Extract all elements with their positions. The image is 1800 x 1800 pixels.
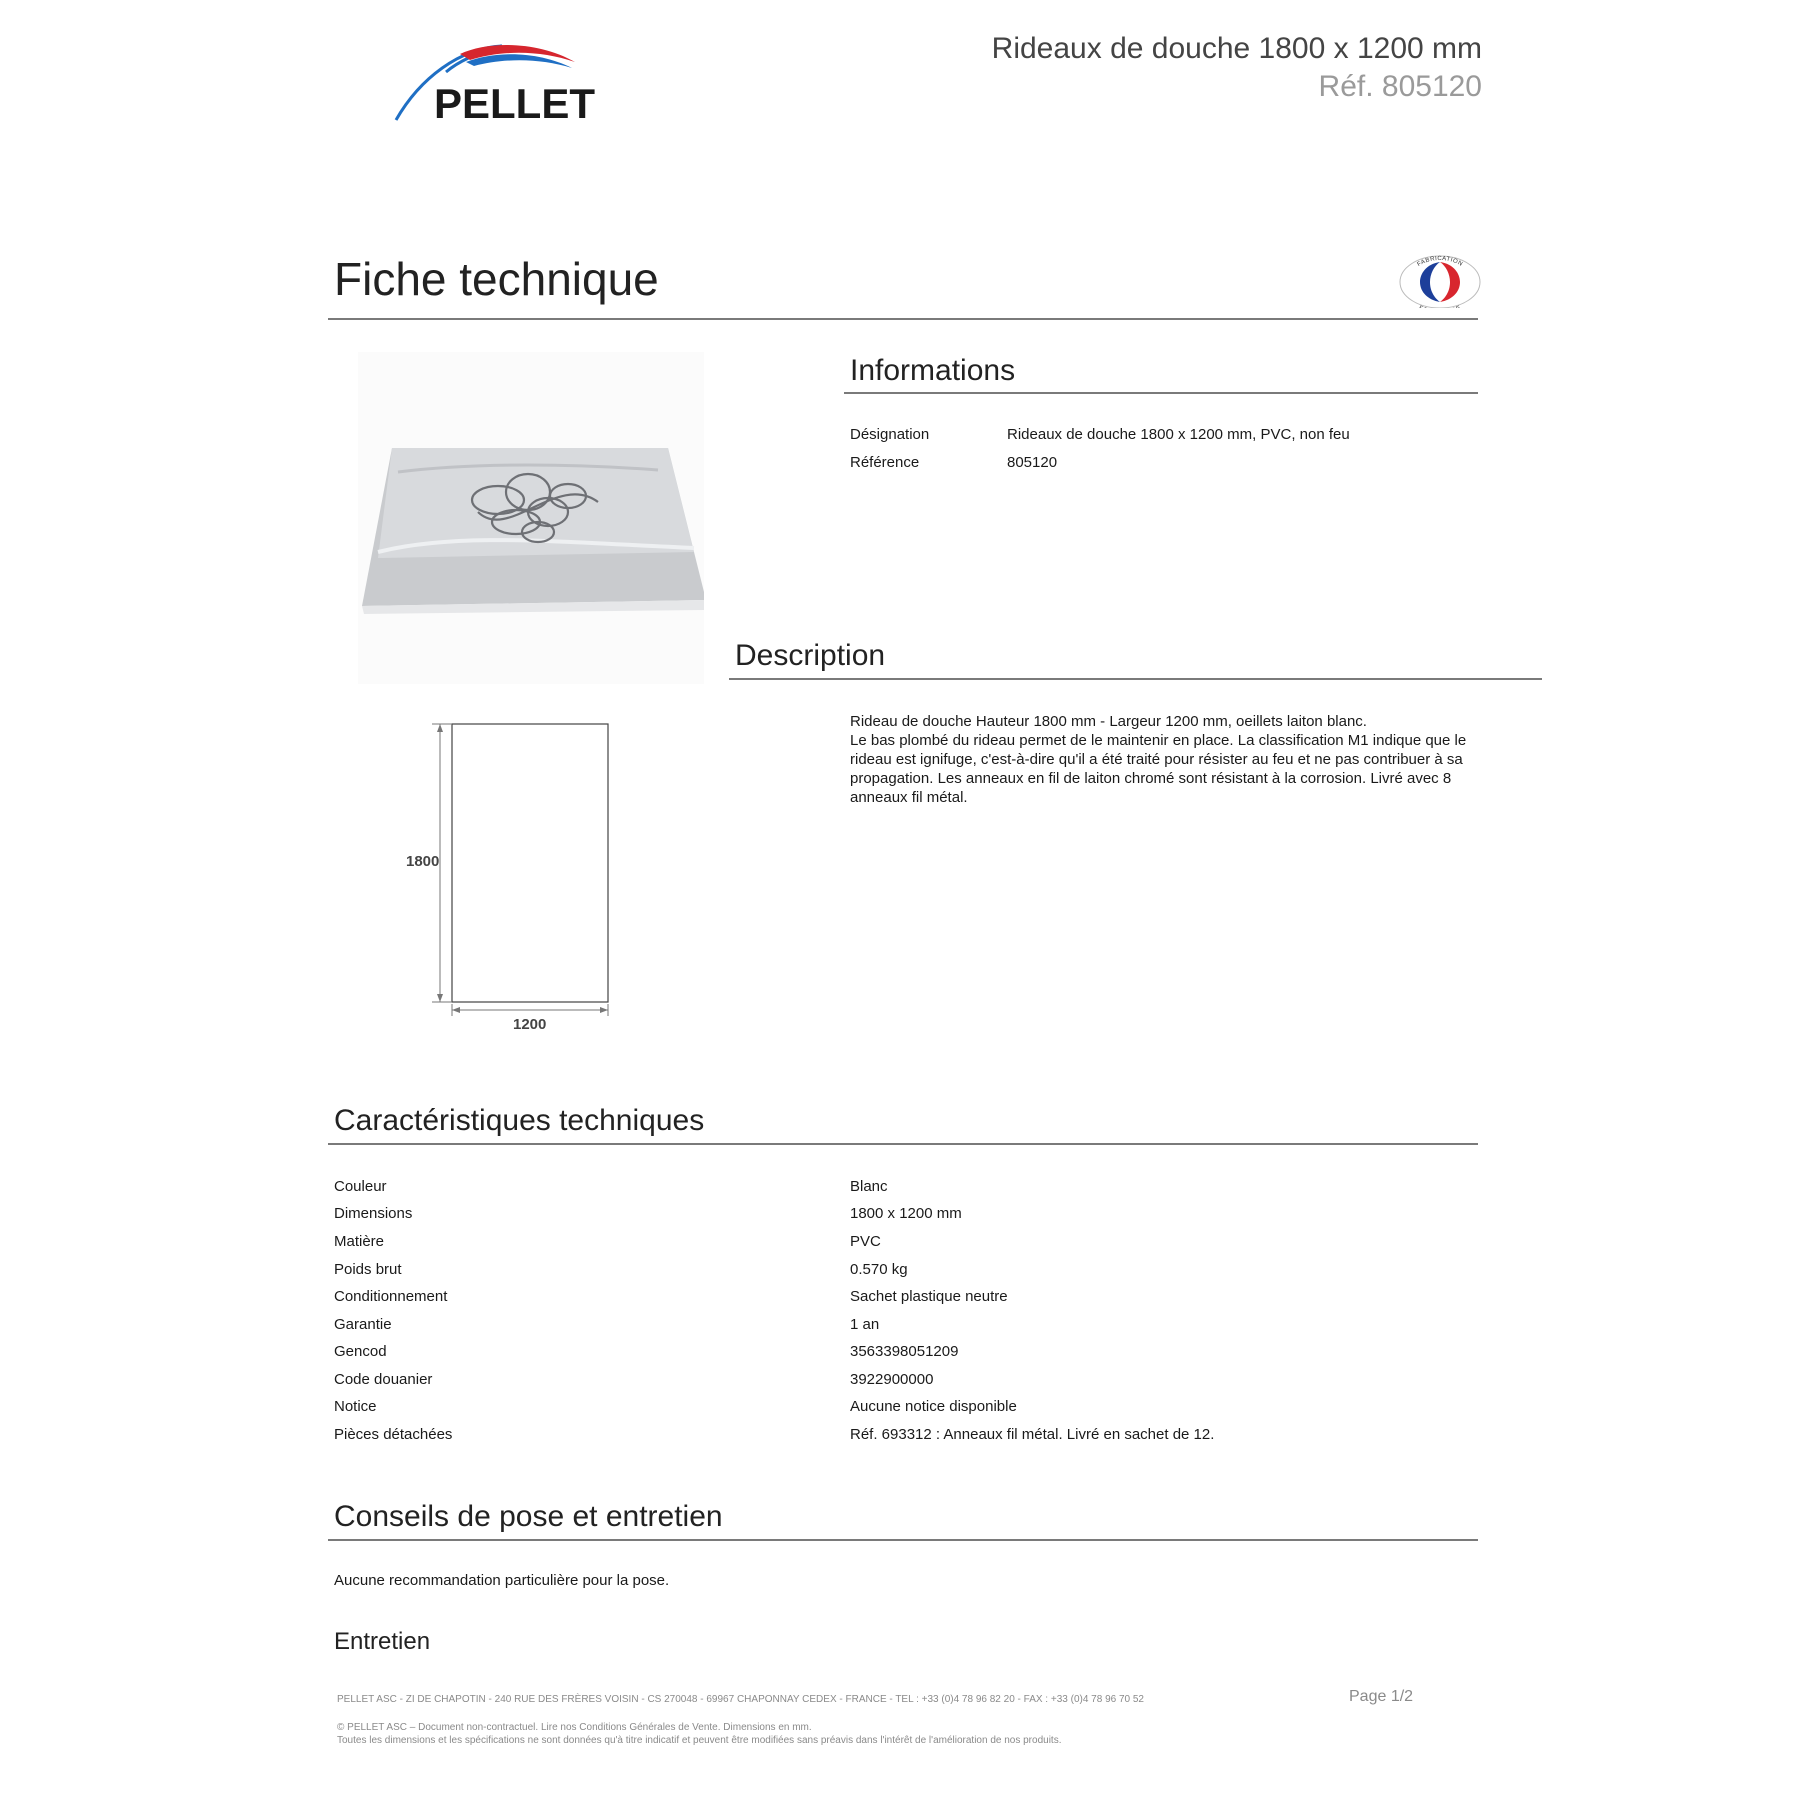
designation-value: Rideaux de douche 1800 x 1200 mm, PVC, non feu [1007, 426, 1350, 443]
description-divider [729, 678, 1542, 680]
spec-label: Couleur [334, 1178, 387, 1195]
spec-value: Réf. 693312 : Anneaux fil métal. Livré en sachet de 12. [850, 1426, 1215, 1443]
logo-brand-text: PELLET [434, 80, 596, 127]
spec-label: Pièces détachées [334, 1426, 453, 1443]
caracteristiques-divider [328, 1143, 1478, 1145]
pellet-logo [390, 38, 640, 128]
conseils-divider [328, 1539, 1478, 1541]
spec-value: 3563398051209 [850, 1343, 959, 1360]
informations-divider [844, 392, 1478, 394]
spec-value: Aucune notice disponible [850, 1398, 1017, 1415]
spec-label: Notice [334, 1398, 377, 1415]
product-ref: Réf. 805120 [1318, 70, 1482, 103]
spec-label: Garantie [334, 1316, 392, 1333]
caracteristiques-heading: Caractéristiques techniques [334, 1104, 705, 1137]
description-heading: Description [735, 639, 886, 672]
footer-address: PELLET ASC - ZI DE CHAPOTIN - 240 RUE DES FRÈRES VOISIN - CS 270048 - 69967 CHAPONNAY CEDEX - FRANCE - TEL : +33 (0)4 78 96 82 20 - FAX : +33 (0)4 78 96 70 52 [337, 1694, 1144, 1705]
dimension-drawing [400, 716, 620, 1034]
entretien-heading: Entretien [334, 1628, 431, 1655]
spec-value: Blanc [850, 1178, 888, 1195]
footer-disclaimer: Toutes les dimensions et les spécifications ne sont données qu'à titre indicatif et peuvent être modifiées sans préavis dans l'intérêt de l'amélioration de nos produits. [337, 1735, 1062, 1746]
spec-label: Conditionnement [334, 1288, 448, 1305]
informations-heading: Informations [850, 354, 1016, 387]
page-number: Page 1/2 [1349, 1688, 1414, 1705]
title-divider [328, 318, 1478, 320]
fabrication-francaise-badge [1398, 254, 1482, 308]
spec-value: Sachet plastique neutre [850, 1288, 1008, 1305]
spec-label: Dimensions [334, 1205, 413, 1222]
spec-label: Poids brut [334, 1261, 402, 1278]
spec-label: Gencod [334, 1343, 387, 1360]
conseils-heading: Conseils de pose et entretien [334, 1500, 723, 1533]
spec-label: Matière [334, 1233, 385, 1250]
reference-value: 805120 [1007, 454, 1058, 471]
spec-value: 3922900000 [850, 1371, 934, 1388]
spec-value: 1800 x 1200 mm [850, 1205, 962, 1222]
spec-value: PVC [850, 1233, 881, 1250]
conseils-text: Aucune recommandation particulière pour la pose. [334, 1572, 670, 1589]
page-title: Fiche technique [334, 253, 659, 305]
width-dimension-label: 1200 [513, 1016, 547, 1033]
reference-label: Référence [850, 454, 920, 471]
description-text: Rideau de douche Hauteur 1800 mm - Largeur 1200 mm, oeillets laiton blanc. Le bas plombé du rideau permet de le maintenir en place. La classification M1 indique que le rideau est ignifuge, c'est-à-dire qu'il a été traité pour résister au feu et ne pas contribuer à sa propagation. Les anneaux en fil de laiton chromé sont résistant à la corrosion. Livré avec 8 anneaux fil métal. [850, 713, 1467, 806]
product-photo [358, 352, 704, 684]
product-title: Rideaux de douche 1800 x 1200 mm [991, 32, 1482, 65]
spec-value: 1 an [850, 1316, 880, 1333]
spec-label: Code douanier [334, 1371, 433, 1388]
footer-copyright: © PELLET ASC – Document non-contractuel. Lire nos Conditions Générales de Vente. Dimensions en mm. [337, 1722, 812, 1733]
badge-top-text: FABRICATION [1416, 255, 1464, 268]
designation-label: Désignation [850, 426, 930, 443]
height-dimension-label: 1800 [406, 853, 440, 870]
spec-value: 0.570 kg [850, 1261, 908, 1278]
